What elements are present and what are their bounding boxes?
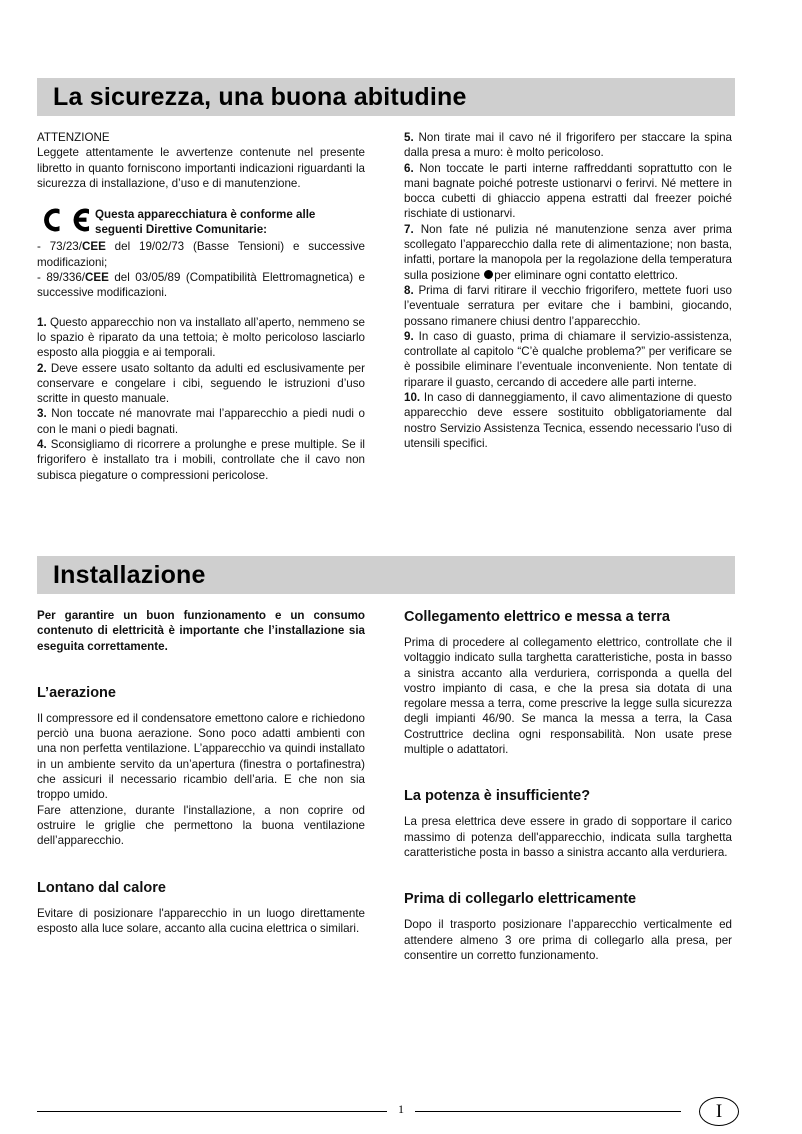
safety-item [404,329,732,390]
directive-2-suffix: del 03/05/89 (Compatibilità Elettromagnetica) e successive modificazioni. [37,271,365,300]
subheading-lontano-dal-calore: Lontano dal calore [37,879,166,896]
attention-label: ATTENZIONE [37,131,110,144]
installation-right-column [404,608,732,963]
directive-1-prefix: - 73/23/ [37,240,82,254]
safety-item-text-continued: per eliminare ogni contatto elettrico. [494,268,678,282]
safety-item [404,390,732,451]
safety-item-text: Non tirate mai il cavo né il frigorifero per staccare la spina dalla presa a muro: è molto pericoloso. [404,131,732,160]
aerazione-paragraph: Fare attenzione, durante l'installazione, a non coprire od ostruire le griglie che permettono la buona ventilazione dell’apparecchio. [37,803,365,848]
spacer [37,301,365,315]
directive-1-code: CEE [81,240,106,254]
safety-item-text: In caso di danneggiamento, il cavo alimentazione di questo apparecchio deve essere sostituito obbligatoriamente dal nostro Servizio Assistenza Tecnica, essendo necessario l'uso di utensili specifici. [404,391,732,450]
section-title-safety: La sicurezza, una buona abitudine [53,82,467,111]
installation-left-column [37,608,365,936]
page-footer [0,1092,802,1134]
safety-item-number: 8. [404,283,414,297]
lontano-dal-calore-paragraph: Evitare di posizionare l'apparecchio in un luogo direttamente esposto alla luce solare, accanto alla cucina elettrica o similari. [37,906,365,935]
ce-conformity-heading: Questa apparecchiatura è conforme alle seguenti Direttive Comunitarie: [95,208,316,237]
subheading-potenza-insufficiente: La potenza è insufficiente? [404,788,591,805]
directive-1-suffix: del 19/02/73 (Basse Tensioni) e successive modificazioni; [37,240,365,269]
safety-item-number: 2. [37,361,47,375]
safety-item-number: 4. [37,438,47,452]
safety-item-number: 7. [404,222,414,236]
safety-item-text: Non fate né pulizia né manutenzione senza aver prima scollegato l’apparecchio dalla rete di alimentazione; non basta, infatti, portare la manopola per la regolazione della temperatura sulla posizione [404,222,732,282]
aerazione-paragraph: Il compressore ed il condensatore emettono calore e richiedono perciò una buona aerazione. Sono poco adatti ambienti con una non perfetta ventilazione. L’apparecchio va quindi installato in un ambiente servito da un’apertura (finestra o portafinestra) che assicuri il necessario ricambio dell’aria. E che non sia troppo umido. [37,711,365,802]
section-banner-safety [37,78,735,116]
potenza-paragraph: La presa elettrica deve essere in grado di sopportare il carico massimo di potenza dell'apparecchio, indicata sulla targhetta caratteristiche posta in basso a sinistra accanto alla verduriera. [404,815,732,859]
subheading-prima-di-collegarlo: Prima di collegarlo elettricamente [404,891,637,908]
safety-item [404,283,732,329]
directive-emc [37,270,365,301]
safety-item-off-position [404,222,732,283]
safety-item-text: Non toccate le parti interne raffreddanti soprattutto con le mani bagnate poiché potreste ustionarvi o ferirvi. Né mettere in bocca cubetti di ghiaccio appena estratti dal freezer poiché rischiate di ustionarvi. [404,161,732,221]
safety-item-text: Questo apparecchio non va installato all’aperto, nemmeno se lo spazio è riparato da una tettoia; è molto pericoloso lasciarlo esposto alla pioggia e ai temporali. [37,315,365,360]
safety-item [37,361,365,407]
safety-item-number: 10. [404,391,421,405]
directive-2-code: CEE [85,271,109,285]
safety-item-text: Prima di farvi ritirare il vecchio frigorifero, mettete fuori uso l’eventuale serratura per evitare che i bambini, giocando, possano rimanere chiusi dentro l’apparecchio. [404,283,732,328]
safety-item-text: In caso di guasto, prima di chiamare il servizio-assistenza, controllate al capitolo “C’è qualche problema?” per verificare se è possibile eliminare l’eventuale inconveniente. Non tentate di riparare il guasto, cercando di accedere alle parti interne. [404,329,732,389]
safety-item-number: 6. [404,161,414,175]
safety-item-text: Sconsigliamo di ricorrere a prolunghe e prese multiple. Se il frigorifero è installato tra i mobili, controllate che il cavo non subisca piegature o compressioni pericolose. [37,438,365,482]
safety-item [404,130,732,161]
prima-di-collegarlo-paragraph: Dopo il trasporto posizionare l’apparecchio verticalmente ed attendere almeno 3 ore prima di collegarlo alla presa, per consentire un corretto funzionamento. [404,918,732,962]
section-title-installation: Installazione [53,560,206,589]
directive-low-voltage [37,239,365,270]
page-number: 1 [398,1102,404,1116]
subheading-collegamento-elettrico: Collegamento elettrico e messa a terra [404,609,670,625]
country-code-badge: I [699,1097,739,1126]
safety-item-number: 5. [404,131,414,144]
safety-item [37,437,365,483]
collegamento-elettrico-paragraph: Prima di procedere al collegamento elettrico, controllate che il voltaggio indicato sulla targhetta caratteristiche, posta in basso a sinistra accanto alla verduriera, corrisponda a quella del vostro impianto di casa, e che la presa sia dotata di una regolare messa a terra, come prescrive la legge sulla sicurezza degli impianti 46/90. Se manca la messa a terra, la Casa Costruttrice declina ogni responsabilità. Non usate prese multiple o adattatori. [404,636,732,757]
safety-item-text: Deve essere usato soltanto da adulti ed esclusivamente per conservare e congelare i cibi, seguendo le istruzioni d’uso scritte in questo manuale. [37,361,365,406]
off-position-dot-icon [484,270,493,279]
footer-rule-left [37,1111,387,1112]
ce-mark-icon [37,204,95,239]
safety-item-number: 3. [37,407,47,421]
safety-right-column [404,130,732,451]
directive-2-prefix: - 89/336/ [37,271,86,285]
safety-item-number: 9. [404,329,414,343]
safety-intro-paragraph: Leggete attentamente le avvertenze contenute nel presente libretto in quanto forniscono importanti indicazioni riguardanti la sicurezza di installazione, d’uso e di manutenzione. [37,146,365,190]
safety-left-column [37,130,365,483]
safety-item-text: Non toccate né manovrate mai l’apparecchio a piedi nudi o con le mani o piedi bagnati. [37,407,365,436]
installation-intro: Per garantire un buon funzionamento e un consumo contenuto di elettricità è importante che l’installazione sia eseguita correttamente. [37,609,365,653]
subheading-aerazione: L’aerazione [37,684,116,701]
safety-item [404,161,732,222]
safety-item [37,406,365,437]
safety-item-number: 1. [37,315,47,329]
section-banner-installation [37,556,735,594]
footer-rule-right [415,1111,681,1112]
safety-item [37,315,365,361]
ce-conformity-block [37,204,365,239]
